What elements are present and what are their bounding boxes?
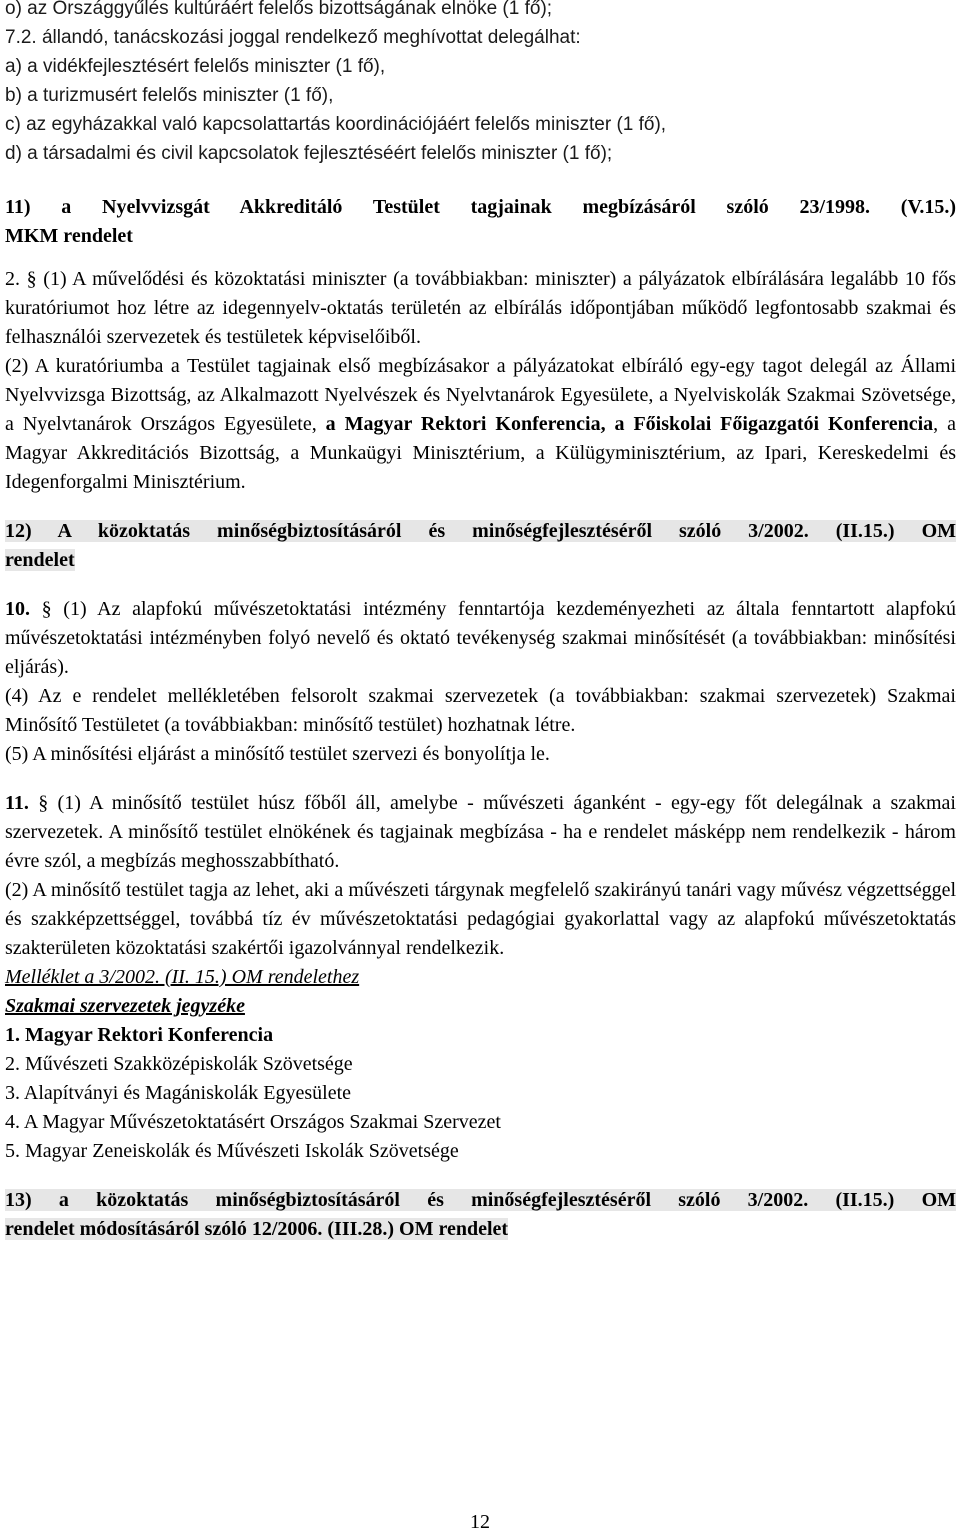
paragraph-text: § (1) A minősítő testület húsz főből áll, amelybe - művészeti áganként - egy-egy főt delegálnak a szakmai szervezetek. A minősítő testület elnökének és tagjainak megbízása - ha e rendelet másképp nem rendelkezik - három évre szól, a megbízás meghosszabbítható.: [5, 792, 956, 872]
document-page: [5, 0, 956, 1244]
paragraph: [5, 789, 956, 876]
section-heading: [5, 1186, 956, 1215]
list-item: 3. Alapítványi és Magániskolák Egyesülete: [5, 1082, 352, 1104]
delegate-list: [5, 0, 956, 168]
section-heading-text: 12) A közoktatás minőségbiztosításáról és minőségfejlesztéséről szóló 3/2002. (II.15.) OM: [5, 520, 956, 542]
section-heading: 11) a Nyelvvizsgát Akkreditáló Testület tagjainak megbízásáról szóló 23/1998. (V.15.): [5, 196, 956, 218]
list-item: b) a turizmusért felelős miniszter (1 fő),: [5, 85, 334, 106]
list-item: d) a társadalmi és civil kapcsolatok fejlesztéséért felelős miniszter (1 fő);: [5, 143, 613, 164]
paragraph-text: (2) A kuratóriumba a Testület tagjainak első megbízásakor a pályázatokat elbíráló egy-egy tagot delegál az Állami Nyelvvizsga Bizottság, az Alkalmazott Nyelvészek és Nyelvtanárok Egyesülete, a Nyelviskolák Szakmai Szövetsége, a Nyelvtanárok Országos Egyesülete,: [5, 355, 956, 435]
list-item: 4. A Magyar Művészetoktatásért Országos Szakmai Szervezet: [5, 1111, 501, 1133]
list-item: o) az Országgyűlés kultúráért felelős bizottságának elnöke (1 fő);: [5, 0, 553, 19]
section-heading: [5, 1215, 956, 1244]
paragraph: (5) A minősítési eljárást a minősítő testület szervezi és bonyolítja le.: [5, 743, 550, 765]
section-heading: [5, 517, 956, 546]
paragraph: [5, 595, 956, 682]
paragraph: (2) A minősítő testület tagja az lehet, aki a művészeti tárgynak megfelelő szakirányú tanári vagy művész végzettséggel és szakképzettséggel, továbbá tíz év művészetoktatási pedagógiai gyakorlattal vagy az alapfokú művészetoktatás szakterületen közoktatási szakértői igazolvánnyal rendelkezik.: [5, 879, 956, 959]
paragraph-text: § (1) Az alapfokú művészetoktatási intézmény fenntartója kezdeményezheti az általa fenntartott alapfokú művészetoktatási intézményben folyó nevelő és oktató tevékenység szakmai minősítését (a továbbiakban: minősítési eljárás).: [5, 598, 956, 678]
section-12: [5, 517, 956, 1166]
list-item: 2. Művészeti Szakközépiskolák Szövetsége: [5, 1053, 353, 1075]
section-heading: [5, 546, 956, 575]
list-item: c) az egyházakkal való kapcsolattartás koordinációjáért felelős miniszter (1 fő),: [5, 114, 667, 135]
annex-title: Melléklet a 3/2002. (II. 15.) OM rendelethez: [5, 966, 360, 988]
section-heading: MKM rendelet: [5, 225, 133, 247]
paragraph: (4) Az e rendelet mellékletében felsorolt szakmai szervezetek (a továbbiakban: szakmai szervezetek) Szakmai Minősítő Testületet (a továbbiakban: minősítő testület) hozhatnak létre.: [5, 685, 956, 736]
list-item: a) a vidékfejlesztésért felelős miniszter (1 fő),: [5, 56, 386, 77]
page-number: 12: [470, 1511, 490, 1533]
paragraph: 2. § (1) A művelődési és közoktatási miniszter (a továbbiakban: miniszter) a pályázatok elbírálására legalább 10 fős kuratóriumot hoz létre az idegennyelv-oktatás területén az elbírálás időpontjában működő legfontosabb szakmai és felhasználói szervezetek és testületek képviselőiből.: [5, 268, 956, 348]
section-heading-text: rendelet módosításáról szóló 12/2006. (III.28.) OM rendelet: [5, 1218, 509, 1240]
list-item: 5. Magyar Zeneiskolák és Művészeti Iskolák Szövetsége: [5, 1140, 459, 1162]
list-item: 1. Magyar Rektori Konferencia: [5, 1024, 274, 1046]
section-heading-text: rendelet: [5, 549, 75, 571]
paragraph-text: , a Magyar Akkreditációs Bizottság, a Munkaügyi Minisztérium, a Külügyminisztérium, az Ipari, Kereskedelmi és Idegenforgalmi Minisztérium.: [5, 413, 956, 493]
list-item: 7.2. állandó, tanácskozási joggal rendelkező meghívottat delegálhat:: [5, 27, 581, 48]
paragraph-number: 11.: [5, 792, 29, 814]
section-13: [5, 1186, 956, 1244]
section-11: [5, 193, 956, 497]
annex-subtitle: Szakmai szervezetek jegyzéke: [5, 995, 245, 1017]
paragraph-bold-text: a Magyar Rektori Konferencia, a Főiskolai Főigazgatói Konferencia: [325, 413, 934, 435]
section-heading-text: 13) a közoktatás minőségbiztosításáról és minőségfejlesztéséről szóló 3/2002. (II.15.) OM: [5, 1189, 956, 1211]
paragraph: [5, 352, 956, 497]
paragraph-number: 10.: [5, 598, 30, 620]
